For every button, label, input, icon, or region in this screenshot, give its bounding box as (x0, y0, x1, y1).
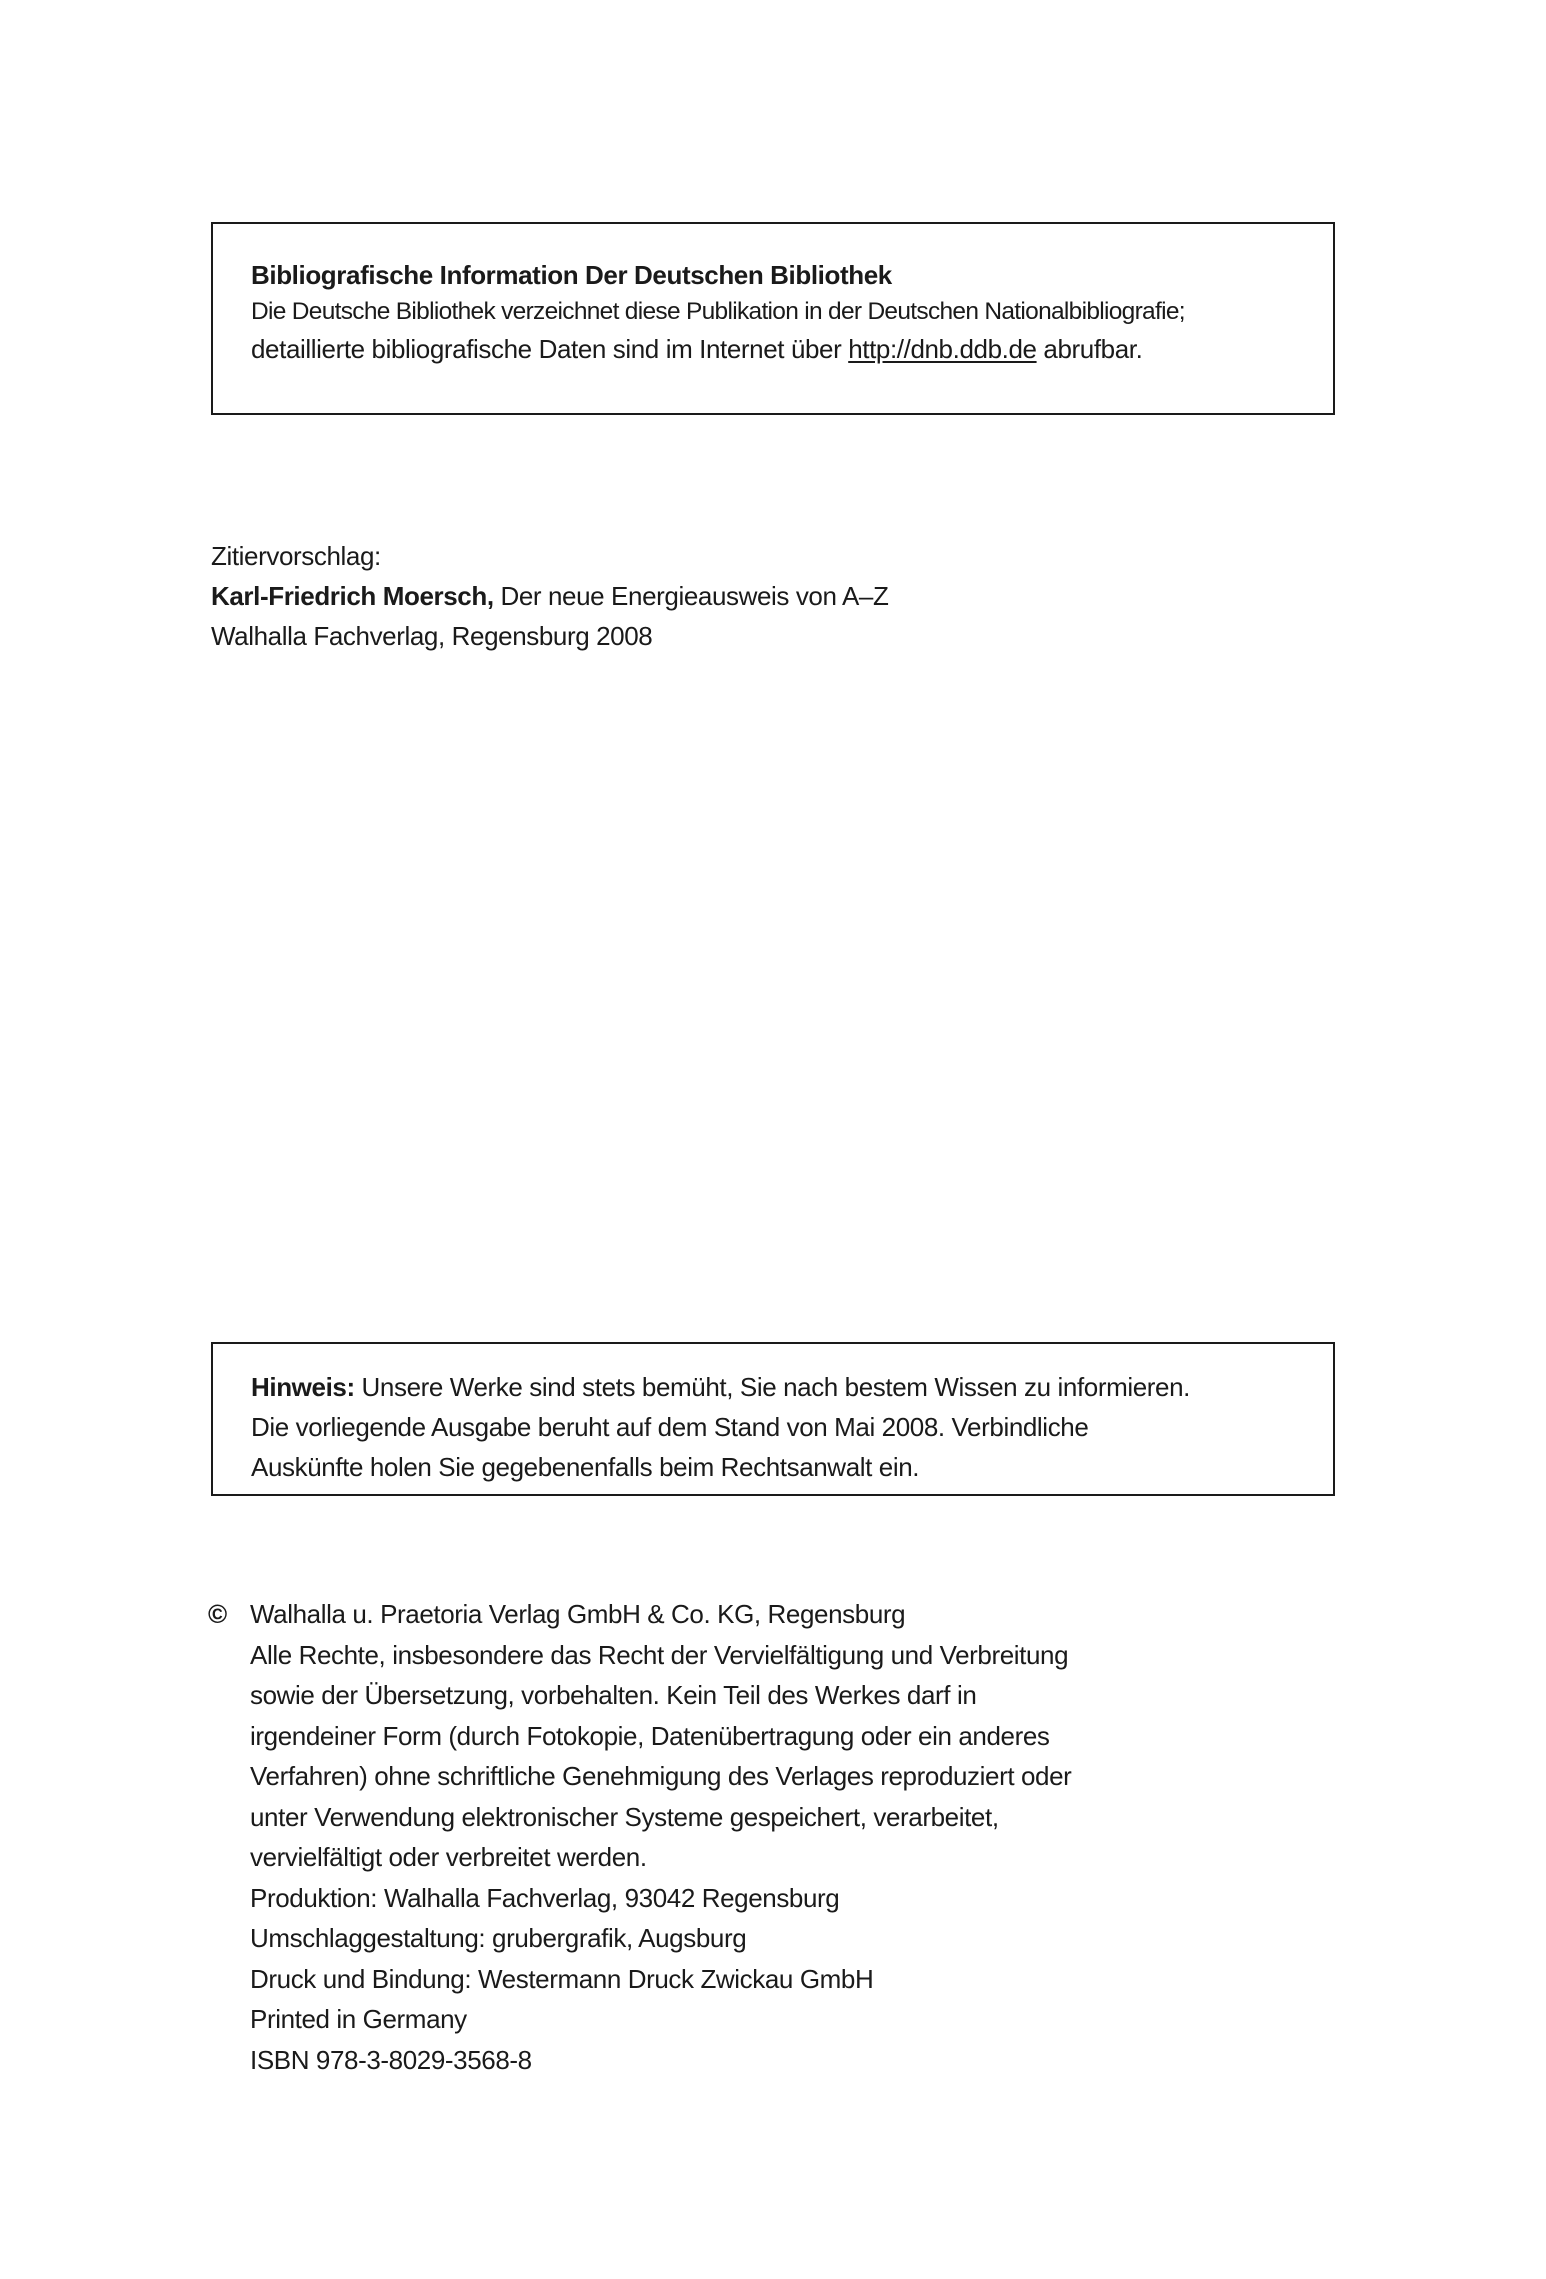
notice-box (211, 1342, 1335, 1496)
bibliographic-text-after-link: abrufbar. (1036, 334, 1143, 364)
citation-label: Zitiervorschlag: (211, 541, 381, 571)
copyright-line: vervielfältigt oder verbreitet werden. (250, 1842, 647, 1872)
copyright-line: Alle Rechte, insbesondere das Recht der Vervielfältigung und Verbreitung (250, 1639, 1069, 1670)
bibliographic-heading: Bibliografische Information Der Deutschen Bibliothek (251, 260, 892, 290)
copyright-line: irgendeiner Form (durch Fotokopie, Datenübertragung oder ein anderes (250, 1720, 1050, 1751)
copyright-line: sowie der Übersetzung, vorbehalten. Kein Teil des Werkes darf in (250, 1680, 977, 1710)
cover-design-credit: Umschlaggestaltung: grubergrafik, Augsburg (250, 1923, 747, 1953)
notice-text-1: Unsere Werke sind stets bemüht, Sie nach bestem Wissen zu informieren. (354, 1372, 1190, 1402)
citation-publisher: Walhalla Fachverlag, Regensburg 2008 (211, 621, 653, 651)
copyright-block (208, 1594, 1071, 2080)
notice-line-1 (251, 1367, 1333, 1407)
notice-line-2: Die vorliegende Ausgabe beruht auf dem Stand von Mai 2008. Verbindliche (251, 1412, 1089, 1442)
citation-reference (211, 576, 888, 616)
notice-label: Hinweis: (251, 1372, 355, 1402)
copyright-symbol: © (208, 1599, 227, 1629)
citation-block (211, 536, 888, 656)
printed-in: Printed in Germany (250, 2004, 467, 2034)
copyright-holder-row (208, 1594, 1071, 1635)
citation-author: Karl-Friedrich Moersch, (211, 581, 494, 611)
copyright-holder: Walhalla u. Praetoria Verlag GmbH & Co. KG, Regensburg (250, 1599, 906, 1629)
dnb-link[interactable]: http://dnb.ddb.de (848, 334, 1037, 364)
bibliographic-text-line-2 (251, 330, 1333, 368)
bibliographic-info-box (211, 222, 1335, 415)
bibliographic-text-line-1: Die Deutsche Bibliothek verzeichnet diese Publikation in der Deutschen Nationalbibliografie; (251, 298, 1185, 325)
copyright-line: Verfahren) ohne schriftliche Genehmigung des Verlages reproduziert oder (250, 1761, 1072, 1791)
bibliographic-text-before-link: detaillierte bibliografische Daten sind im Internet über (251, 334, 849, 364)
production-credit: Produktion: Walhalla Fachverlag, 93042 Regensburg (250, 1882, 840, 1913)
copyright-line: unter Verwendung elektronischer Systeme gespeichert, verarbeitet, (250, 1801, 999, 1832)
isbn: ISBN 978-3-8029-3568-8 (250, 2044, 532, 2075)
notice-line-3: Auskünfte holen Sie gegebenenfalls beim Rechtsanwalt ein. (251, 1452, 920, 1482)
printing-credit: Druck und Bindung: Westermann Druck Zwickau GmbH (250, 1963, 874, 1994)
citation-title: Der neue Energieausweis von A–Z (493, 581, 889, 611)
